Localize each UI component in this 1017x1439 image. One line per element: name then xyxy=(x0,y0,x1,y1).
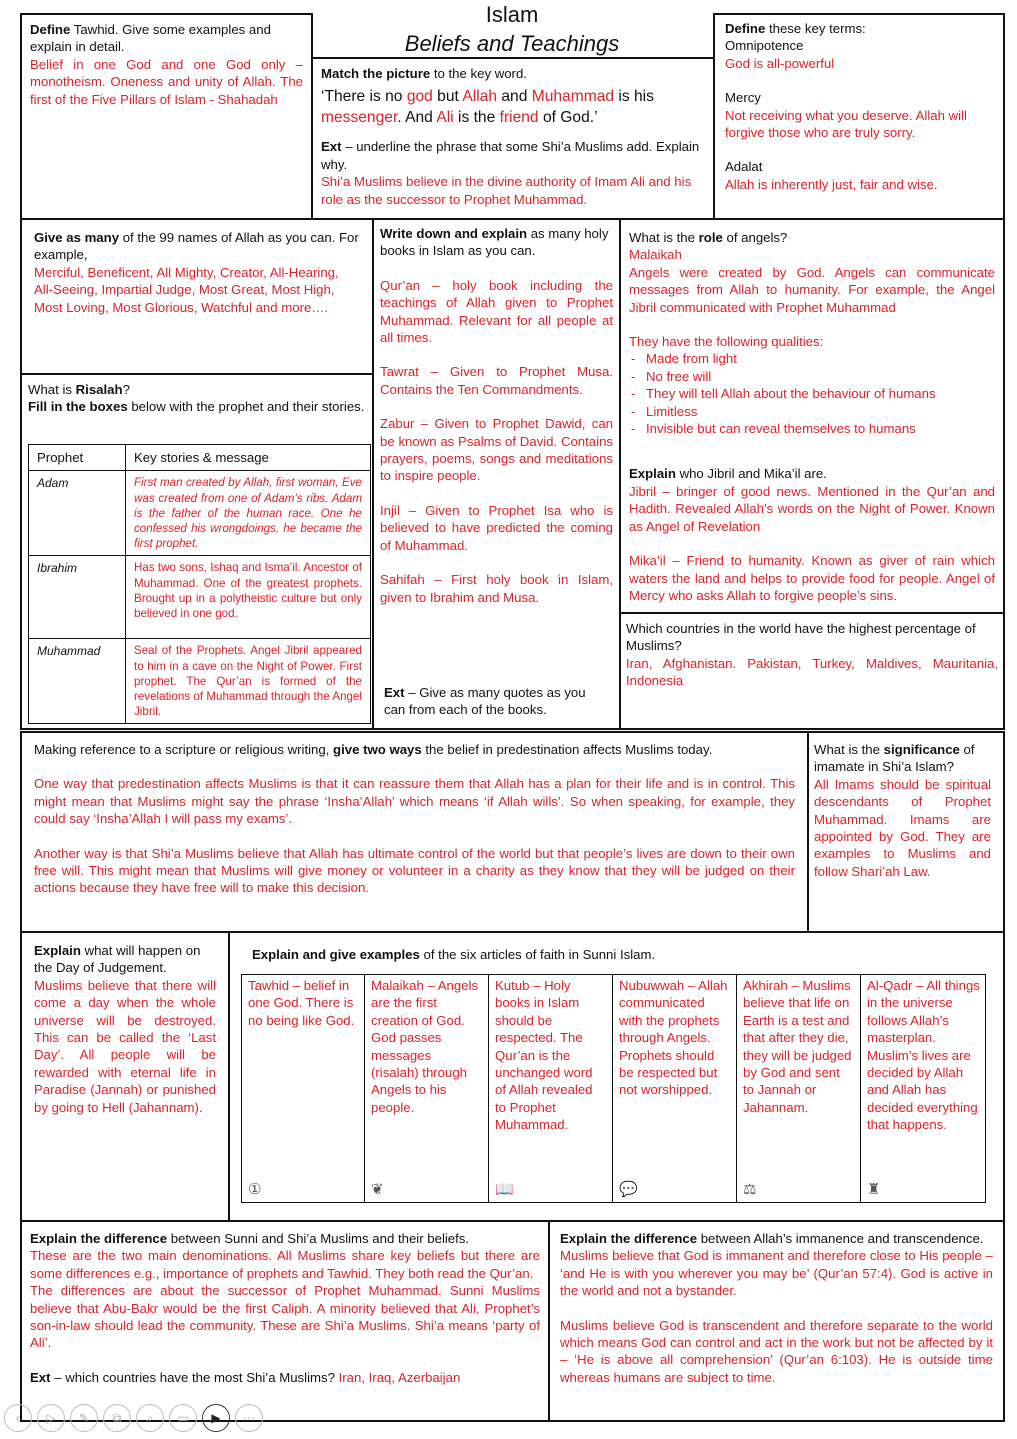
immanence-answer-2: Muslims believe God is transcendent and therefore separate to the world which means God can control and act in the work but not be affected by it – ‘He is above all comprehension’ (Qur’an 6:103). He is outside time whereas humans are subject to time. xyxy=(560,1317,993,1385)
table-row xyxy=(29,556,371,639)
sunni-shia-answer-1: These are the two main denominations. All Muslims share key beliefs but there are some differences e.g., importance of prophets and Tawhid. They both read the Qur’an. xyxy=(30,1248,540,1281)
sunni-shia-box xyxy=(20,1220,550,1422)
prophet-story: Seal of the Prophets. Angel Jibril appeared to him in a cave on the Night of Power. First prophet. The Qur’an is formed of the revelations of Muhammad through the Angel Jibril. xyxy=(126,639,371,724)
countries-answer: Iran, Afghanistan. Pakistan, Turkey, Maldives, Mauritania, Indonesia xyxy=(626,655,998,689)
number-one-icon: ① xyxy=(248,1180,262,1198)
chess-icon: ♜ xyxy=(867,1180,881,1198)
keyterms-box xyxy=(713,13,1005,220)
article-text: Malaikah – Angels are the first creation of God. God passes messages (risalah) through Angels to his people. xyxy=(371,978,479,1115)
list-item: - Limitless xyxy=(629,403,995,420)
book-zabur: Zabur – Given to Prophet Dawid, can be known as Psalms of David. Contains prayers, poems, songs and meditations to inspire people. xyxy=(380,416,613,484)
names-box xyxy=(20,218,374,375)
more-icon[interactable]: ⋯ xyxy=(235,1404,263,1432)
immanence-answer-1: Muslims believe that God is immanent and therefore close to His people – ‘and He is with you wherever you may be’ (Qur’an 57:4). God is active in the world and not a bystander. xyxy=(560,1248,993,1299)
article-akhirah xyxy=(737,974,861,1202)
term-omnipotence: Omnipotence xyxy=(725,38,804,54)
play-icon[interactable]: ▷ xyxy=(37,1404,65,1432)
article-text: Nubuwwah – Allah communicated with the prophets through Angels. Prophets should be respected but not worshipped. xyxy=(619,978,728,1098)
angels-question: What is the role of angels? xyxy=(629,230,788,245)
sunni-shia-answer-2: The differences are about the successor of Prophet Muhammad. Sunni Muslims believe that Abu-Bakr would be the first Caliph. A minority believed that Ali, Prophet’s son-in-law should lead the community. These are Shi’a Muslims. Shi’a means ‘party of Ali’. xyxy=(30,1283,540,1351)
angels-box xyxy=(619,218,1005,614)
judgement-question: Explain what will happen on the Day of Judgement. xyxy=(34,943,201,976)
sunni-shia-question: Explain the difference between Sunni and Shi’a Muslims and their beliefs. xyxy=(30,1231,470,1246)
speech-bubble-icon: 💬 xyxy=(619,1180,638,1198)
imamate-question: What is the significance of imamate in Shi’a Islam? xyxy=(814,742,975,775)
list-item: - They will tell Allah about the behaviour of humans xyxy=(629,385,995,402)
wing-icon: ❦ xyxy=(371,1180,384,1198)
angels-intro: Malaikah xyxy=(629,247,682,263)
imamate-answer: All Imams should be spiritual descendants of Prophet Muhammad. Imams are appointed by God. They are examples to Muslims and follow Shari’ah Law. xyxy=(814,776,991,879)
immanence-question: Explain the difference between Allah’s immanence and transcendence. xyxy=(560,1231,984,1246)
article-malaikah xyxy=(365,974,489,1202)
article-text: Kutub – Holy books in Islam should be respected. The Qur’an is the unchanged word of Allah revealed to Prophet Muhammad. xyxy=(495,978,593,1133)
countries-box xyxy=(619,612,1005,730)
table-row xyxy=(29,639,371,724)
table-header xyxy=(29,445,371,471)
header-prophet: Prophet xyxy=(29,445,126,471)
names-question: Give as many of the 99 names of Allah as you can. For example, xyxy=(34,230,359,263)
article-text: Tawhid – belief in one God. There is no being like God. xyxy=(248,978,355,1028)
book-injil: Injil – Given to Prophet Isa who is believed to have predicted the coming of Muhammad. xyxy=(380,502,613,553)
risalah-question: What is Risalah? xyxy=(28,382,130,397)
books-question: Write down and explain as many holy books in Islam as you can. xyxy=(380,226,609,259)
books-ext: Ext – Give as many quotes as you can from each of the books. xyxy=(384,685,586,718)
list-item: - Made from light xyxy=(629,350,995,367)
subtitles-icon[interactable]: ▭ xyxy=(169,1404,197,1432)
judgement-box xyxy=(20,931,230,1222)
def-mercy: Not receiving what you deserve. Allah will forgive those who are truly sorry. xyxy=(725,107,967,141)
book-icon: 📖 xyxy=(495,1180,514,1198)
list-item: - Invisible but can reveal themselves to humans xyxy=(629,420,995,437)
risalah-instruction: Fill in the boxes below with the prophet and their stories. xyxy=(28,399,365,415)
article-tawhid xyxy=(241,974,365,1202)
jibril-answer: Jibril – bringer of good news. Mentioned in the Qur’an and Hadith. Revealed Allah’s words on the Night of Power. Known as Angel of Revelation xyxy=(629,483,995,534)
angels-qualities-list xyxy=(629,350,995,437)
copy-icon[interactable]: ⧉ xyxy=(103,1404,131,1432)
presentation-toolbar xyxy=(4,1404,263,1436)
term-mercy: Mercy xyxy=(725,90,761,106)
book-sahifah: Sahifah – First holy book in Islam, given to Ibrahim and Musa. xyxy=(380,572,613,605)
risalah-box xyxy=(20,373,374,730)
article-al-qadr xyxy=(861,974,986,1202)
back-icon[interactable]: ‹ xyxy=(4,1404,32,1432)
book-quran: Qur’an – holy book including the teachings of Allah given to Prophet Muhammad. Relevant for all people at all times. xyxy=(380,277,613,346)
prophet-name: Adam xyxy=(29,471,126,556)
match-answer: Shi’a Muslims believe in the divine authority of Imam Ali and his role as the successor to Prophet Muhammad. xyxy=(321,174,692,207)
tawhid-box xyxy=(20,13,313,220)
books-box xyxy=(372,218,621,730)
page-title: Islam xyxy=(485,2,539,27)
names-answer: Merciful, Beneficent, All Mighty, Creator, All-Hearing, All-Seeing, Impartial Judge, Most Great, Most High, Most Loving, Most Glorious, Watchful and more…. xyxy=(34,264,339,315)
scales-icon: ⚖ xyxy=(743,1180,757,1198)
predestination-question: Making reference to a scripture or religious writing, give two ways the belief in predestination affects Muslims today. xyxy=(34,742,713,757)
shahadah-quote: ‘There is no god but Allah and Muhammad is his messenger. And Ali is the friend of God.’ xyxy=(321,88,654,127)
prophet-story: First man created by Allah, first woman, Eve was created from one of Adam’s ribs. Adam is the father of the human race. One he confessed his wrongdoings, he became the first prophet. xyxy=(126,471,371,556)
def-omnipotence: God is all-powerful xyxy=(725,55,835,71)
zoom-icon[interactable]: ⌕ xyxy=(136,1404,164,1432)
match-ext: Ext – underline the phrase that some Shi’a Muslims add. Explain why. xyxy=(321,139,700,172)
article-nubuwwah xyxy=(613,974,737,1202)
prophet-name: Muhammad xyxy=(29,639,126,724)
prophet-table xyxy=(28,444,371,724)
sunni-shia-ext: Ext – which countries have the most Shi’a Muslims? Iran, Iraq, Azerbaijan xyxy=(30,1369,461,1385)
countries-question: Which countries in the world have the highest percentage of Muslims? xyxy=(626,621,976,654)
tawhid-question: Define Tawhid. Give some examples and explain in detail. xyxy=(30,22,271,55)
pen-icon[interactable]: ✎ xyxy=(70,1404,98,1432)
articles-question: Explain and give examples of the six articles of faith in Sunni Islam. xyxy=(252,947,656,962)
match-box xyxy=(311,57,715,220)
term-adalat: Adalat xyxy=(725,159,763,175)
imamate-box xyxy=(807,731,1005,933)
header-stories: Key stories & message xyxy=(126,445,371,471)
mikail-answer: Mika’il – Friend to humanity. Known as giver of rain which waters the land and helps to provide food for people. Angel of Mercy who asks Allah to forgive people’s sins. xyxy=(629,553,995,603)
article-text: Al-Qadr – All things in the universe follows Allah’s masterplan. Muslim’s lives are decided by Allah and Allah has decided everything that happens. xyxy=(867,978,980,1133)
tawhid-answer: Belief in one God and one God only – monotheism. Oneness and unity of Allah. The first of the Five Pillars of Islam - Shahadah xyxy=(30,56,303,107)
match-question: Match the picture to the key word. xyxy=(321,66,527,81)
immanence-box xyxy=(548,1220,1005,1422)
judgement-answer: Muslims believe that there will come a day when the whole universe will be destroyed. This can be called the ‘Last Day’. All people will be rewarded with eternal life in Paradise (Jannah) or punished by going to Hell (Jahannam). xyxy=(34,977,216,1115)
angels-answer: Angels were created by God. Angels can communicate messages from Allah to humanity. For example, the Angel Jibril communicated with Prophet Muhammad xyxy=(629,264,995,315)
prophet-name: Ibrahim xyxy=(29,556,126,639)
def-adalat: Allah is inherently just, fair and wise. xyxy=(725,176,938,192)
prophet-story: Has two sons, Ishaq and Isma’il. Ancestor of Muhammad. One of the greatest prophets. Brought up in a polytheistic culture but only believed in one god. xyxy=(126,556,371,639)
article-kutub xyxy=(489,974,613,1202)
predestination-answer-1: One way that predestination affects Muslims is that it can reassure them that Allah has a plan for their life and is in control. This might mean that Muslims might say the phrase ‘Insha’Allah’ which means ‘if Allah wills’. So when speaking, for example, they could say ‘Insha’Allah I will pass my exams’. xyxy=(34,776,795,827)
angels-qualities-intro: They have the following qualities: xyxy=(629,334,824,350)
camera-icon[interactable]: ▶ xyxy=(202,1404,230,1432)
predestination-answer-2: Another way is that Shi’a Muslims believe that Allah has ultimate control of the world but that people’s lives are down to their own free will. This might mean that Muslims will give money or volunteer in a charity as they know that they will be judged on their actions because they have free will to make this decision. xyxy=(34,845,795,896)
keyterms-question: Define these key terms: xyxy=(725,21,866,36)
table-row xyxy=(29,471,371,556)
predestination-box xyxy=(20,731,809,933)
list-item: - No free will xyxy=(629,368,995,385)
articles-box xyxy=(228,931,1005,1222)
book-tawrat: Tawrat – Given to Prophet Musa. Contains the Ten Commandments. xyxy=(380,364,613,397)
page-subtitle: Beliefs and Teachings xyxy=(404,31,620,56)
article-text: Akhirah – Muslims believe that life on Earth is a test and that after they die, they will be judged by God and sent to Jannah or Jahannam. xyxy=(743,978,852,1115)
angels-question-2: Explain who Jibril and Mika’il are. xyxy=(629,466,827,482)
